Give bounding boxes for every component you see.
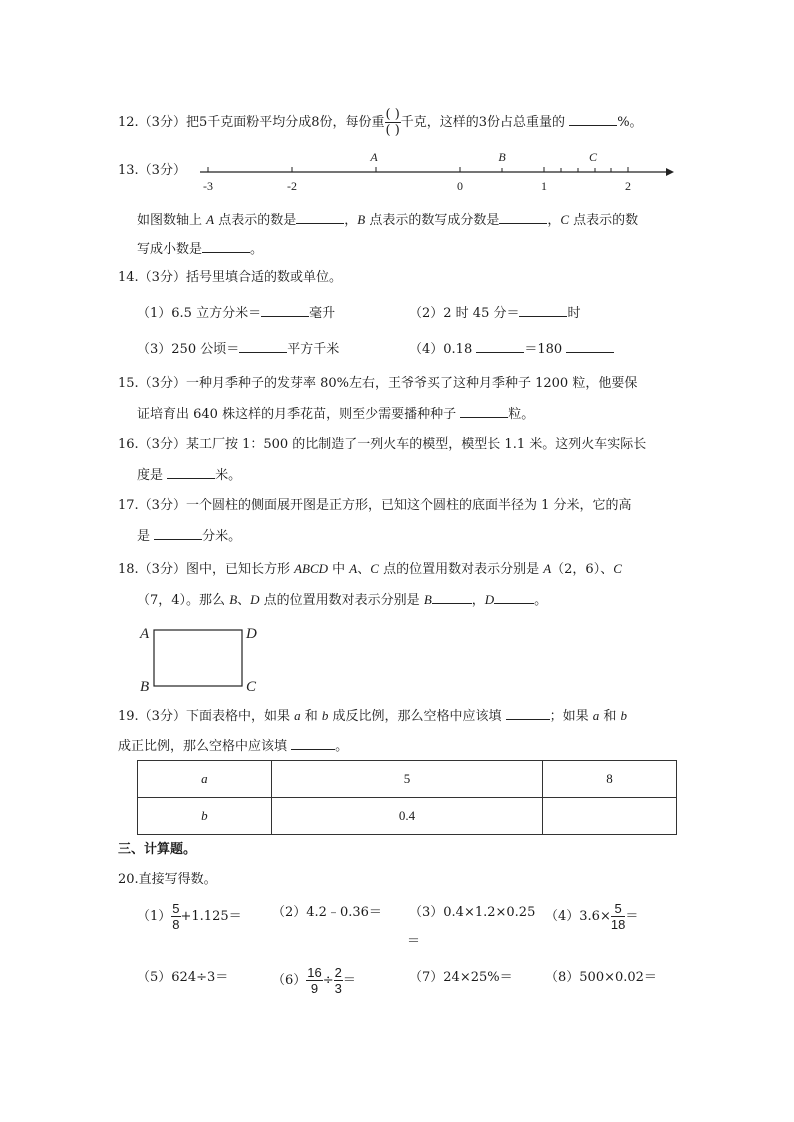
point-label-b: B [498, 150, 506, 164]
q14-blank-1[interactable] [261, 304, 309, 317]
numerator: 5 [611, 902, 625, 917]
q20-item3-eq: ＝ [407, 934, 421, 949]
table-cell: b [138, 798, 272, 835]
q14-item3 [137, 340, 339, 358]
label-d: D [246, 626, 257, 642]
q12-answer-blank[interactable] [569, 113, 617, 126]
table-cell: 5 [271, 761, 542, 798]
text: ÷ [322, 973, 334, 988]
denominator: 9 [310, 981, 319, 996]
text: （4）0.18 [409, 342, 477, 357]
numerator: 5 [172, 901, 180, 916]
text: （6） [272, 973, 307, 988]
text: 和 [300, 709, 322, 724]
label-a: A [140, 626, 150, 642]
tick-label: -3 [203, 179, 213, 193]
var-c: C [560, 212, 570, 227]
q12-frac-bottom: ( ) [385, 123, 400, 138]
text: （4）3.6× [545, 909, 611, 924]
q15-line1: 15.（3分）一种月季种子的发芽率 80%左右，王爷爷买了这种月季种子 1200 粒，他要保 [118, 376, 638, 391]
fraction [171, 902, 180, 931]
text: 点的位置用数对表示分别是 [259, 593, 424, 608]
q13-head: 13.（3分） [118, 163, 186, 178]
tick-label: 2 [625, 179, 631, 193]
q14-item1 [137, 304, 335, 322]
text: 分米。 [202, 529, 242, 544]
text: 、 [237, 593, 251, 608]
text: 证培育出 640 株这样的月季花苗，则至少需要播种种子 [137, 407, 461, 422]
text: ， [344, 213, 358, 228]
q18-rectangle-figure [138, 620, 268, 695]
table-cell-blank[interactable] [543, 798, 677, 835]
q16-line1: 16.（3分）某工厂按 1：500 的比制造了一列火车的模型，模型长 1.1 米。这列火车实际长 [118, 437, 647, 452]
q20-item5: （5）624÷3＝ [137, 970, 229, 985]
q20-head: 20.直接写得数。 [118, 872, 217, 887]
var-d: D [484, 592, 495, 607]
q20-item2: （2）4.2﹣0.36＝ [272, 905, 382, 920]
text: ＝ [342, 973, 356, 988]
q17-line2 [137, 527, 241, 545]
q20-item4 [545, 902, 638, 931]
q19-table [137, 760, 677, 835]
q12-fraction [385, 108, 401, 137]
var-c: C [370, 561, 379, 576]
text: 、 [357, 562, 371, 577]
q18-line1 [118, 561, 622, 578]
text: 写成小数是 [137, 242, 203, 257]
text: 点的位置用数对表示分别是 [378, 562, 544, 577]
text: 成正比例，那么空格中应该填 [118, 739, 292, 754]
q13-number-line [198, 146, 678, 196]
q15-line2 [137, 405, 534, 423]
q18-blank-d[interactable] [494, 591, 534, 604]
q20-item7: （7）24×25%＝ [409, 970, 513, 985]
text: （7，4）。那么 [137, 593, 230, 608]
numerator: 16 [307, 965, 322, 980]
fraction [611, 902, 625, 931]
q19-blank-1[interactable] [506, 707, 550, 720]
text: 点表示的数 [569, 213, 639, 228]
q13-line2 [137, 240, 263, 258]
q20-item6 [272, 966, 356, 995]
var-a: A [349, 561, 358, 576]
text: ＝180 [524, 342, 567, 357]
q16-blank[interactable] [167, 466, 215, 479]
q20-item3: （3）0.4×1.2×0.25 [409, 905, 536, 920]
text: 。 [335, 739, 349, 754]
point-label-a: A [370, 150, 378, 164]
q12-frac-top: ( ) [385, 107, 400, 122]
q20-item8: （8）500×0.02＝ [545, 970, 657, 985]
text: 。 [250, 242, 264, 257]
fraction [334, 966, 343, 995]
q18-blank-b[interactable] [432, 591, 472, 604]
text: 。 [534, 593, 548, 608]
var-a: A [206, 212, 215, 227]
text: ；如果 [549, 709, 593, 724]
q14-blank-2[interactable] [519, 304, 567, 317]
q14-head: 14.（3分）括号里填合适的数或单位。 [118, 270, 342, 285]
tick-label: 1 [541, 179, 547, 193]
point-label-c: C [588, 150, 598, 164]
axis-arrow [666, 168, 674, 176]
q13-blank-c[interactable] [202, 240, 250, 253]
q14-item2 [409, 304, 581, 322]
text: ＝ [625, 909, 639, 924]
table-cell: 0.4 [271, 798, 542, 835]
text: 成反比例，那么空格中应该填 [328, 709, 506, 724]
rectangle-abcd [154, 630, 242, 686]
q14-item4 [409, 340, 614, 358]
q12-suffix: %。 [617, 115, 643, 130]
table-row [138, 798, 677, 835]
text: 中 [328, 562, 350, 577]
tick-label: 0 [457, 179, 463, 193]
section-heading: 三、计算题。 [118, 842, 197, 857]
var-a: a [592, 708, 600, 723]
text: 和 [599, 709, 621, 724]
var-b: b [321, 708, 329, 723]
table-cell: 8 [543, 761, 677, 798]
q19-blank-2[interactable] [291, 737, 335, 750]
text: 如图数轴上 [137, 213, 207, 228]
q18-line2 [137, 591, 547, 609]
text: 是 [137, 529, 155, 544]
text: 时 [567, 306, 581, 321]
var-b: b [620, 708, 628, 723]
var-abcd: ABCD [294, 561, 329, 576]
text: （1） [137, 909, 172, 924]
var-d: D [250, 592, 260, 607]
table-row [138, 761, 677, 798]
text: 粒。 [508, 407, 535, 422]
text: 平方千米 [287, 342, 340, 357]
text: 点表示的数是 [214, 213, 297, 228]
text: 毫升 [309, 306, 336, 321]
text: ， [547, 213, 561, 228]
text: （3）250 公顷＝ [137, 342, 240, 357]
var-c: C [613, 561, 622, 576]
var-a: a [294, 708, 301, 723]
text: 米。 [215, 468, 242, 483]
text: 19.（3分）下面表格中，如果 [118, 709, 295, 724]
var-b: B [229, 592, 238, 607]
text: 度是 [137, 468, 168, 483]
q14-blank-4b[interactable] [566, 340, 614, 353]
q19-line1 [118, 707, 627, 725]
text: （1）6.5 立方分米＝ [137, 306, 262, 321]
text: （2，6）、 [551, 562, 614, 577]
q14-blank-4a[interactable] [476, 340, 524, 353]
tick-label: -2 [287, 179, 297, 193]
text: ， [471, 593, 485, 608]
table-cell: a [138, 761, 272, 798]
q14-blank-3[interactable] [239, 340, 287, 353]
denominator: 8 [172, 917, 180, 932]
q19-line2 [118, 737, 348, 755]
q15-blank[interactable] [460, 405, 508, 418]
fraction [306, 966, 322, 995]
q13-blank-a[interactable] [296, 211, 344, 224]
denominator: 18 [610, 917, 626, 932]
var-b: B [357, 212, 366, 227]
q13-blank-b[interactable] [499, 211, 547, 224]
q12-mid: 千克，这样的3份占总重量的 [400, 115, 566, 130]
q17-line1: 17.（3分）一个圆柱的侧面展开图是正方形，已知这个圆柱的底面半径为 1 分米，它的高 [118, 498, 632, 513]
text: 点表示的数写成分数是 [365, 213, 500, 228]
q20-item1 [137, 902, 242, 931]
q17-blank[interactable] [154, 527, 202, 540]
q16-line2 [137, 466, 241, 484]
label-c: C [246, 679, 257, 695]
q12 [118, 108, 643, 137]
label-b: B [140, 679, 150, 695]
var-b: B [423, 592, 432, 607]
var-a: A [543, 561, 552, 576]
numerator: 2 [334, 965, 342, 980]
denominator: 3 [334, 981, 342, 996]
text: 18.（3分）图中，已知长方形 [118, 562, 295, 577]
q12-prefix: 12.（3分）把5千克面粉平均分成8份，每份重 [118, 115, 385, 130]
text: +1.125＝ [180, 909, 242, 924]
q13-line1 [137, 211, 638, 229]
text: （2）2 时 45 分＝ [409, 306, 520, 321]
